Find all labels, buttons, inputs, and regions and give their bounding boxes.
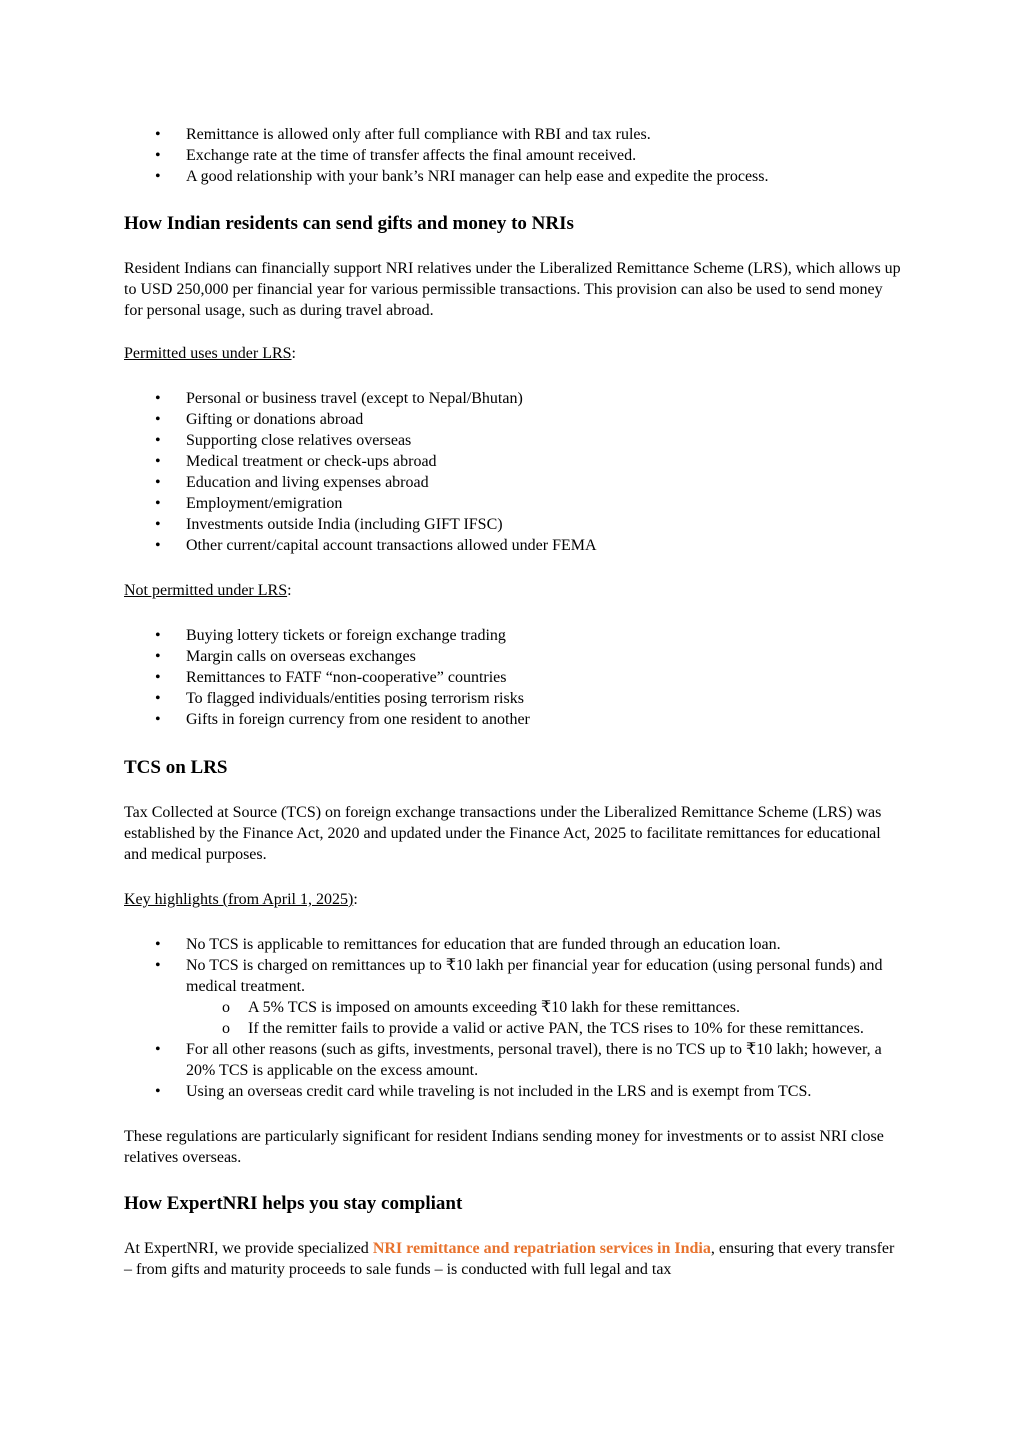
list-item: • Using an overseas credit card while traveling is not included in the LRS and is exempt from TCS. bbox=[124, 1081, 904, 1102]
highlights-list bbox=[124, 934, 904, 1102]
list-item: • Remittances to FATF “non-cooperative” countries bbox=[124, 667, 904, 688]
list-item: • Gifts in foreign currency from one resident to another bbox=[124, 709, 904, 730]
sub-highlights-list bbox=[124, 997, 904, 1039]
list-item: • To flagged individuals/entities posing terrorism risks bbox=[124, 688, 904, 709]
list-item: o If the remitter fails to provide a valid or active PAN, the TCS rises to 10% for these remittances. bbox=[124, 1018, 904, 1039]
list-item: • A good relationship with your bank’s NRI manager can help ease and expedite the process. bbox=[124, 166, 904, 187]
not-permitted-list bbox=[124, 625, 904, 730]
list-item: • Education and living expenses abroad bbox=[124, 472, 904, 493]
list-item: • Medical treatment or check-ups abroad bbox=[124, 451, 904, 472]
list-item: • For all other reasons (such as gifts, investments, personal travel), there is no TCS up to ₹10 lakh; however, a 20% TCS is applicable on the excess amount. bbox=[124, 1039, 904, 1081]
expertnri-text-before: At ExpertNRI, we provide specialized bbox=[124, 1240, 373, 1257]
list-item: • Buying lottery tickets or foreign exchange trading bbox=[124, 625, 904, 646]
expertnri-text-after: , ensuring that every transfer – from gifts and maturity proceeds to sale funds – is conducted with full legal and tax bbox=[124, 1240, 895, 1278]
list-item: • No TCS is applicable to remittances for education that are funded through an education loan. bbox=[124, 934, 904, 955]
section-heading-gifts: How Indian residents can send gifts and money to NRIs bbox=[124, 213, 574, 234]
list-item: • Investments outside India (including GIFT IFSC) bbox=[124, 514, 904, 535]
list-item: • Personal or business travel (except to Nepal/Bhutan) bbox=[124, 388, 904, 409]
list-item: • Employment/emigration bbox=[124, 493, 904, 514]
permitted-label: Permitted uses under LRS bbox=[124, 345, 292, 362]
not-permitted-label: Not permitted under LRS bbox=[124, 582, 288, 599]
highlights-label: Key highlights (from April 1, 2025) bbox=[124, 891, 354, 908]
tcs-paragraph: Tax Collected at Source (TCS) on foreign exchange transactions under the Liberalized Remittance Scheme (LRS) was established by the Finance Act, 2020 and updated under the Finance Act, 2025 to facilitate remittances for educational and medical purposes. bbox=[124, 804, 882, 863]
remittance-services-link[interactable]: NRI remittance and repatriation services in India bbox=[372, 1240, 711, 1257]
lrs-intro-paragraph: Resident Indians can financially support NRI relatives under the Liberalized Remittance Scheme (LRS), which allows up to USD 250,000 per financial year for various permissible transactions. This provision can also be used to send money for personal usage, such as during travel abroad. bbox=[124, 260, 901, 319]
list-item: • Exchange rate at the time of transfer affects the final amount received. bbox=[124, 145, 904, 166]
tcs-closing-paragraph: These regulations are particularly significant for resident Indians sending money for investments or to assist NRI close relatives overseas. bbox=[124, 1128, 884, 1166]
section-heading-expertnri: How ExpertNRI helps you stay compliant bbox=[124, 1193, 463, 1214]
document-content bbox=[124, 124, 904, 1280]
list-item bbox=[124, 955, 904, 1039]
not-permitted-label-line: Not permitted under LRS: bbox=[124, 582, 292, 599]
list-item: • Remittance is allowed only after full compliance with RBI and tax rules. bbox=[124, 124, 904, 145]
list-item-text: No TCS is charged on remittances up to ₹10 lakh per financial year for education (using personal funds) and medical treatment. bbox=[186, 957, 883, 995]
highlights-label-line: Key highlights (from April 1, 2025): bbox=[124, 891, 358, 908]
list-item: • Gifting or donations abroad bbox=[124, 409, 904, 430]
list-item: • Margin calls on overseas exchanges bbox=[124, 646, 904, 667]
expertnri-paragraph bbox=[124, 1238, 904, 1280]
list-item: o A 5% TCS is imposed on amounts exceeding ₹10 lakh for these remittances. bbox=[124, 997, 904, 1018]
section-heading-tcs: TCS on LRS bbox=[124, 757, 228, 778]
permitted-list bbox=[124, 388, 904, 556]
list-item: • Other current/capital account transactions allowed under FEMA bbox=[124, 535, 904, 556]
list-item: • Supporting close relatives overseas bbox=[124, 430, 904, 451]
intro-bullet-list bbox=[124, 124, 904, 187]
permitted-label-line: Permitted uses under LRS: bbox=[124, 345, 296, 362]
